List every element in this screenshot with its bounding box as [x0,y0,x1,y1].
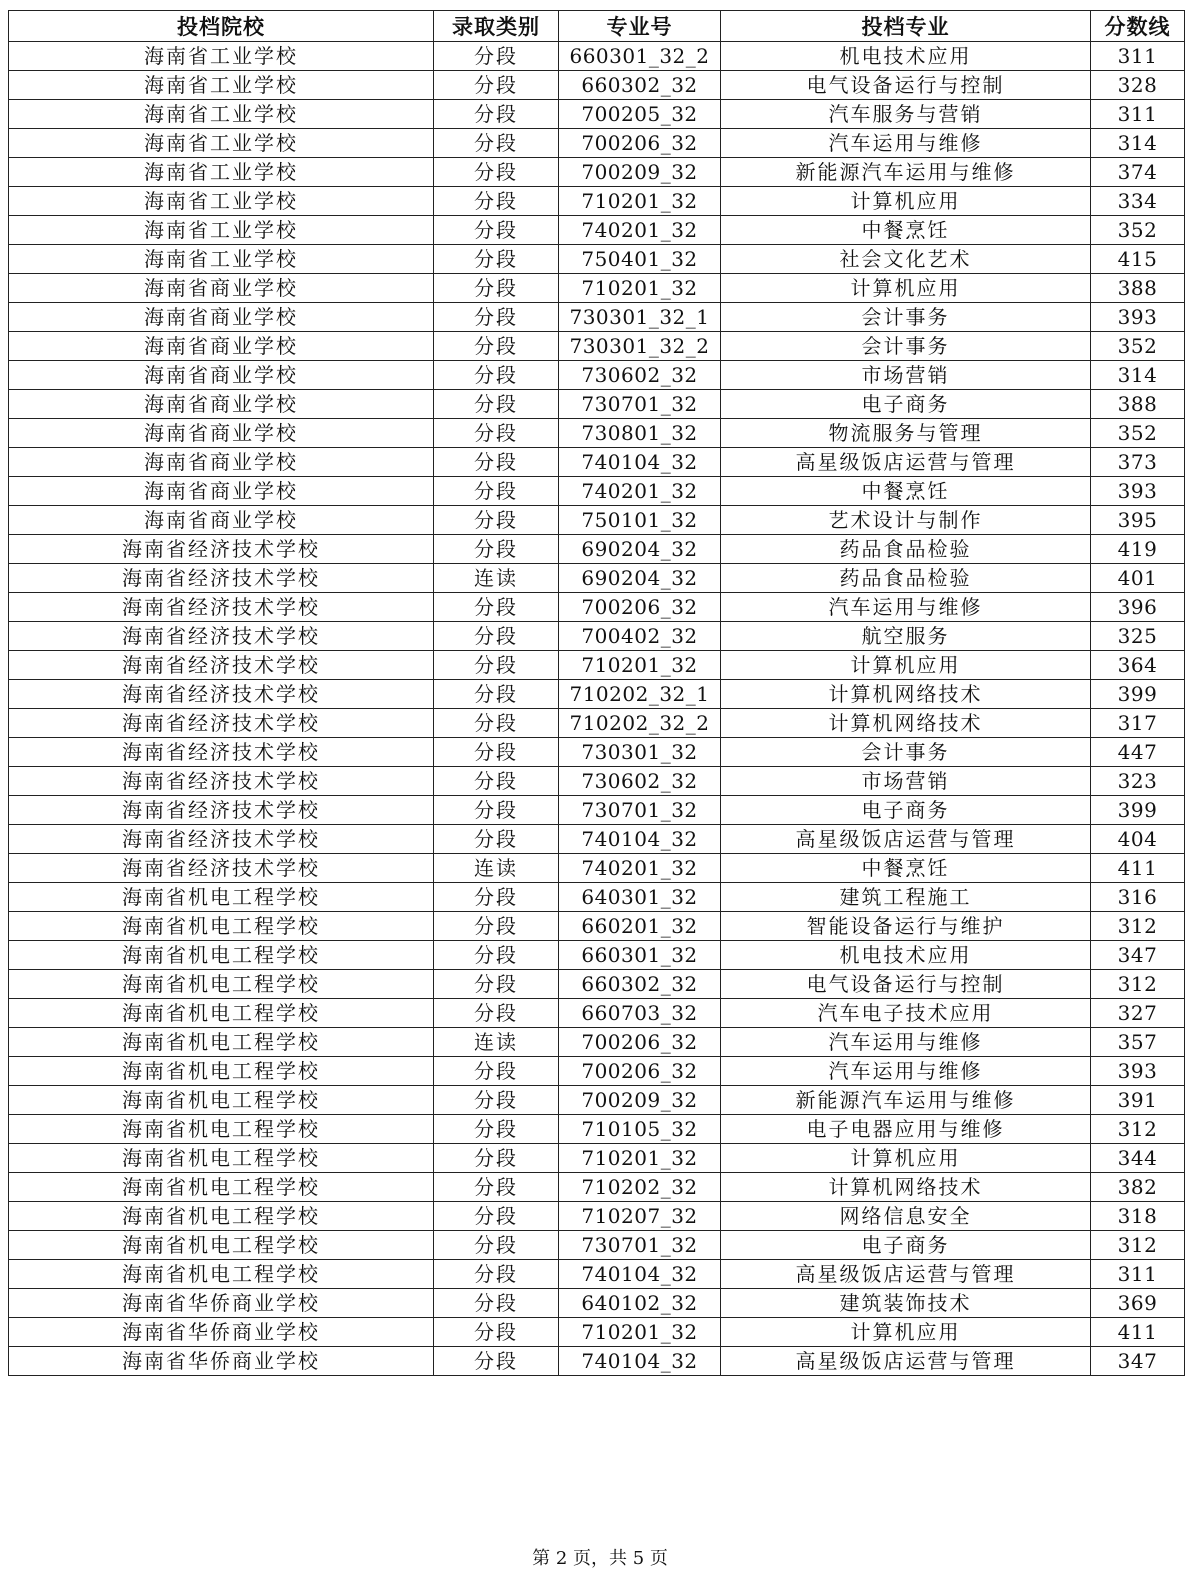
school-cell: 海南省工业学校 [9,245,434,274]
table-row [9,42,1185,71]
school-cell: 海南省华侨商业学校 [9,1318,434,1347]
admission-type-cell: 分段 [434,1057,559,1086]
major-code-cell: 740104_32 [559,448,721,477]
major-cell: 建筑装饰技术 [721,1289,1091,1318]
admission-type-cell: 分段 [434,1144,559,1173]
school-cell: 海南省机电工程学校 [9,970,434,999]
admission-type-cell: 分段 [434,970,559,999]
school-cell: 海南省商业学校 [9,448,434,477]
major-cell: 机电技术应用 [721,941,1091,970]
major-cell: 汽车电子技术应用 [721,999,1091,1028]
admission-type-cell: 分段 [434,1318,559,1347]
admission-type-cell: 分段 [434,187,559,216]
table-row [9,999,1185,1028]
admission-type-cell: 分段 [434,274,559,303]
admission-type-cell: 分段 [434,390,559,419]
score-cell: 447 [1091,738,1185,767]
admission-type-cell: 分段 [434,419,559,448]
score-cell: 399 [1091,680,1185,709]
school-cell: 海南省商业学校 [9,390,434,419]
score-cell: 323 [1091,767,1185,796]
school-cell: 海南省华侨商业学校 [9,1289,434,1318]
table-row [9,1057,1185,1086]
score-cell: 312 [1091,1231,1185,1260]
major-cell: 航空服务 [721,622,1091,651]
score-cell: 388 [1091,390,1185,419]
score-cell: 401 [1091,564,1185,593]
school-cell: 海南省经济技术学校 [9,767,434,796]
major-code-cell: 710202_32 [559,1173,721,1202]
admission-score-table-container [8,10,1184,1376]
score-cell: 325 [1091,622,1185,651]
major-cell: 电子电器应用与维修 [721,1115,1091,1144]
school-cell: 海南省工业学校 [9,158,434,187]
score-cell: 314 [1091,129,1185,158]
major-code-cell: 710201_32 [559,1144,721,1173]
admission-type-cell: 分段 [434,245,559,274]
school-cell: 海南省机电工程学校 [9,912,434,941]
header-score: 分数线 [1091,11,1185,42]
admission-type-cell: 分段 [434,1289,559,1318]
school-cell: 海南省机电工程学校 [9,1231,434,1260]
school-cell: 海南省机电工程学校 [9,1115,434,1144]
table-row [9,390,1185,419]
major-cell: 新能源汽车运用与维修 [721,158,1091,187]
table-row [9,767,1185,796]
major-cell: 计算机网络技术 [721,1173,1091,1202]
table-row [9,709,1185,738]
admission-type-cell: 分段 [434,680,559,709]
table-row [9,448,1185,477]
score-cell: 415 [1091,245,1185,274]
major-cell: 计算机应用 [721,1318,1091,1347]
major-cell: 网络信息安全 [721,1202,1091,1231]
school-cell: 海南省经济技术学校 [9,854,434,883]
admission-type-cell: 分段 [434,506,559,535]
score-cell: 317 [1091,709,1185,738]
major-cell: 新能源汽车运用与维修 [721,1086,1091,1115]
major-code-cell: 640102_32 [559,1289,721,1318]
table-header [9,11,1185,42]
admission-type-cell: 分段 [434,767,559,796]
major-cell: 电气设备运行与控制 [721,71,1091,100]
table-row [9,651,1185,680]
school-cell: 海南省商业学校 [9,361,434,390]
score-cell: 344 [1091,1144,1185,1173]
table-row [9,738,1185,767]
major-cell: 中餐烹饪 [721,216,1091,245]
score-cell: 312 [1091,970,1185,999]
major-code-cell: 730701_32 [559,1231,721,1260]
school-cell: 海南省机电工程学校 [9,1173,434,1202]
score-cell: 347 [1091,1347,1185,1376]
school-cell: 海南省经济技术学校 [9,796,434,825]
score-cell: 404 [1091,825,1185,854]
score-cell: 391 [1091,1086,1185,1115]
table-row [9,1231,1185,1260]
major-code-cell: 740201_32 [559,216,721,245]
school-cell: 海南省经济技术学校 [9,738,434,767]
school-cell: 海南省工业学校 [9,42,434,71]
admission-type-cell: 分段 [434,158,559,187]
school-cell: 海南省商业学校 [9,506,434,535]
table-row [9,1318,1185,1347]
school-cell: 海南省经济技术学校 [9,564,434,593]
table-row [9,1173,1185,1202]
table-row [9,419,1185,448]
admission-type-cell: 分段 [434,216,559,245]
major-code-cell: 710201_32 [559,274,721,303]
school-cell: 海南省机电工程学校 [9,999,434,1028]
major-code-cell: 660301_32_2 [559,42,721,71]
score-cell: 312 [1091,912,1185,941]
table-row [9,564,1185,593]
table-row [9,535,1185,564]
admission-type-cell: 连读 [434,854,559,883]
school-cell: 海南省经济技术学校 [9,593,434,622]
admission-type-cell: 分段 [434,332,559,361]
major-cell: 社会文化艺术 [721,245,1091,274]
table-row [9,593,1185,622]
school-cell: 海南省经济技术学校 [9,622,434,651]
table-body [9,42,1185,1376]
score-cell: 393 [1091,477,1185,506]
school-cell: 海南省机电工程学校 [9,1260,434,1289]
table-row [9,912,1185,941]
score-cell: 352 [1091,332,1185,361]
table-row [9,71,1185,100]
major-code-cell: 700209_32 [559,158,721,187]
table-row [9,1086,1185,1115]
table-row [9,332,1185,361]
admission-type-cell: 分段 [434,999,559,1028]
major-cell: 电子商务 [721,390,1091,419]
major-cell: 电气设备运行与控制 [721,970,1091,999]
major-code-cell: 730301_32_2 [559,332,721,361]
score-cell: 334 [1091,187,1185,216]
admission-type-cell: 分段 [434,100,559,129]
table-row [9,854,1185,883]
table-row [9,245,1185,274]
header-major-code: 专业号 [559,11,721,42]
admission-type-cell: 分段 [434,941,559,970]
major-code-cell: 730701_32 [559,390,721,419]
table-row [9,187,1185,216]
major-code-cell: 710202_32_2 [559,709,721,738]
major-code-cell: 740104_32 [559,825,721,854]
major-code-cell: 700206_32 [559,129,721,158]
major-code-cell: 700206_32 [559,593,721,622]
major-code-cell: 660703_32 [559,999,721,1028]
major-code-cell: 700209_32 [559,1086,721,1115]
major-cell: 电子商务 [721,1231,1091,1260]
admission-type-cell: 分段 [434,535,559,564]
admission-type-cell: 分段 [434,448,559,477]
major-cell: 市场营销 [721,361,1091,390]
school-cell: 海南省机电工程学校 [9,1144,434,1173]
score-cell: 374 [1091,158,1185,187]
major-code-cell: 660201_32 [559,912,721,941]
school-cell: 海南省机电工程学校 [9,1028,434,1057]
major-code-cell: 710201_32 [559,187,721,216]
major-cell: 建筑工程施工 [721,883,1091,912]
score-cell: 369 [1091,1289,1185,1318]
score-cell: 314 [1091,361,1185,390]
score-cell: 347 [1091,941,1185,970]
table-row [9,883,1185,912]
major-code-cell: 690204_32 [559,564,721,593]
score-cell: 393 [1091,1057,1185,1086]
score-cell: 352 [1091,419,1185,448]
table-row [9,506,1185,535]
major-code-cell: 740201_32 [559,477,721,506]
major-cell: 会计事务 [721,738,1091,767]
school-cell: 海南省工业学校 [9,129,434,158]
school-cell: 海南省商业学校 [9,332,434,361]
admission-type-cell: 分段 [434,42,559,71]
school-cell: 海南省商业学校 [9,477,434,506]
table-row [9,1202,1185,1231]
major-cell: 汽车运用与维修 [721,593,1091,622]
major-cell: 计算机应用 [721,274,1091,303]
major-cell: 汽车运用与维修 [721,1028,1091,1057]
table-row [9,1260,1185,1289]
admission-type-cell: 分段 [434,651,559,680]
score-cell: 419 [1091,535,1185,564]
score-cell: 318 [1091,1202,1185,1231]
school-cell: 海南省工业学校 [9,216,434,245]
score-cell: 393 [1091,303,1185,332]
admission-type-cell: 分段 [434,1231,559,1260]
major-code-cell: 690204_32 [559,535,721,564]
admission-score-table [8,10,1185,1376]
admission-type-cell: 分段 [434,912,559,941]
admission-type-cell: 分段 [434,622,559,651]
major-cell: 电子商务 [721,796,1091,825]
major-cell: 药品食品检验 [721,564,1091,593]
score-cell: 396 [1091,593,1185,622]
score-cell: 328 [1091,71,1185,100]
school-cell: 海南省经济技术学校 [9,709,434,738]
major-code-cell: 660302_32 [559,970,721,999]
major-code-cell: 700206_32 [559,1057,721,1086]
major-cell: 艺术设计与制作 [721,506,1091,535]
table-row [9,622,1185,651]
major-code-cell: 700402_32 [559,622,721,651]
table-row [9,1115,1185,1144]
admission-type-cell: 分段 [434,1173,559,1202]
school-cell: 海南省机电工程学校 [9,883,434,912]
table-row [9,970,1185,999]
major-cell: 物流服务与管理 [721,419,1091,448]
major-cell: 药品食品检验 [721,535,1091,564]
school-cell: 海南省经济技术学校 [9,535,434,564]
major-code-cell: 730602_32 [559,767,721,796]
score-cell: 382 [1091,1173,1185,1202]
school-cell: 海南省工业学校 [9,100,434,129]
admission-type-cell: 分段 [434,1260,559,1289]
score-cell: 411 [1091,854,1185,883]
admission-type-cell: 分段 [434,1202,559,1231]
major-cell: 机电技术应用 [721,42,1091,71]
major-cell: 中餐烹饪 [721,854,1091,883]
score-cell: 388 [1091,274,1185,303]
admission-type-cell: 分段 [434,361,559,390]
table-row [9,158,1185,187]
school-cell: 海南省华侨商业学校 [9,1347,434,1376]
major-code-cell: 660301_32 [559,941,721,970]
major-cell: 计算机网络技术 [721,709,1091,738]
major-code-cell: 740104_32 [559,1347,721,1376]
major-cell: 智能设备运行与维护 [721,912,1091,941]
score-cell: 395 [1091,506,1185,535]
major-cell: 高星级饭店运营与管理 [721,1347,1091,1376]
score-cell: 352 [1091,216,1185,245]
major-code-cell: 710105_32 [559,1115,721,1144]
major-code-cell: 730602_32 [559,361,721,390]
school-cell: 海南省经济技术学校 [9,825,434,854]
major-cell: 汽车服务与营销 [721,100,1091,129]
major-code-cell: 710207_32 [559,1202,721,1231]
school-cell: 海南省工业学校 [9,187,434,216]
table-row [9,216,1185,245]
major-code-cell: 730701_32 [559,796,721,825]
admission-type-cell: 连读 [434,1028,559,1057]
major-code-cell: 710201_32 [559,1318,721,1347]
table-row [9,274,1185,303]
table-row [9,825,1185,854]
score-cell: 411 [1091,1318,1185,1347]
school-cell: 海南省机电工程学校 [9,1057,434,1086]
school-cell: 海南省商业学校 [9,303,434,332]
table-row [9,1028,1185,1057]
school-cell: 海南省商业学校 [9,419,434,448]
major-code-cell: 730301_32 [559,738,721,767]
major-code-cell: 710201_32 [559,651,721,680]
major-code-cell: 640301_32 [559,883,721,912]
score-cell: 373 [1091,448,1185,477]
score-cell: 399 [1091,796,1185,825]
admission-type-cell: 分段 [434,1347,559,1376]
major-cell: 高星级饭店运营与管理 [721,1260,1091,1289]
major-cell: 汽车运用与维修 [721,1057,1091,1086]
major-cell: 中餐烹饪 [721,477,1091,506]
school-cell: 海南省机电工程学校 [9,941,434,970]
header-major: 投档专业 [721,11,1091,42]
admission-type-cell: 分段 [434,71,559,100]
school-cell: 海南省经济技术学校 [9,651,434,680]
major-code-cell: 710202_32_1 [559,680,721,709]
header-row [9,11,1185,42]
table-row [9,100,1185,129]
admission-type-cell: 分段 [434,593,559,622]
admission-type-cell: 分段 [434,477,559,506]
school-cell: 海南省工业学校 [9,71,434,100]
score-cell: 364 [1091,651,1185,680]
table-row [9,303,1185,332]
score-cell: 312 [1091,1115,1185,1144]
major-code-cell: 740201_32 [559,854,721,883]
score-cell: 311 [1091,100,1185,129]
table-row [9,477,1185,506]
score-cell: 311 [1091,1260,1185,1289]
page-number: 第 2 页，共 5 页 [532,1548,668,1569]
table-row [9,1144,1185,1173]
admission-type-cell: 分段 [434,796,559,825]
admission-type-cell: 分段 [434,1115,559,1144]
table-row [9,941,1185,970]
major-code-cell: 730301_32_1 [559,303,721,332]
school-cell: 海南省机电工程学校 [9,1086,434,1115]
score-cell: 311 [1091,42,1185,71]
major-code-cell: 660302_32 [559,71,721,100]
score-cell: 327 [1091,999,1185,1028]
admission-type-cell: 分段 [434,825,559,854]
admission-type-cell: 连读 [434,564,559,593]
table-row [9,796,1185,825]
admission-type-cell: 分段 [434,303,559,332]
score-cell: 316 [1091,883,1185,912]
admission-type-cell: 分段 [434,709,559,738]
admission-type-cell: 分段 [434,738,559,767]
major-code-cell: 750401_32 [559,245,721,274]
admission-type-cell: 分段 [434,129,559,158]
admission-type-cell: 分段 [434,883,559,912]
major-cell: 高星级饭店运营与管理 [721,448,1091,477]
school-cell: 海南省机电工程学校 [9,1202,434,1231]
major-cell: 会计事务 [721,303,1091,332]
major-cell: 高星级饭店运营与管理 [721,825,1091,854]
school-cell: 海南省商业学校 [9,274,434,303]
major-cell: 汽车运用与维修 [721,129,1091,158]
admission-type-cell: 分段 [434,1086,559,1115]
school-cell: 海南省经济技术学校 [9,680,434,709]
major-code-cell: 730801_32 [559,419,721,448]
table-row [9,129,1185,158]
major-code-cell: 700205_32 [559,100,721,129]
header-admission-type: 录取类别 [434,11,559,42]
major-cell: 计算机应用 [721,651,1091,680]
score-cell: 357 [1091,1028,1185,1057]
table-row [9,680,1185,709]
major-cell: 计算机应用 [721,1144,1091,1173]
table-row [9,1347,1185,1376]
major-code-cell: 740104_32 [559,1260,721,1289]
header-school: 投档院校 [9,11,434,42]
major-cell: 市场营销 [721,767,1091,796]
major-code-cell: 750101_32 [559,506,721,535]
major-code-cell: 700206_32 [559,1028,721,1057]
major-cell: 计算机网络技术 [721,680,1091,709]
major-cell: 会计事务 [721,332,1091,361]
table-row [9,361,1185,390]
table-row [9,1289,1185,1318]
major-cell: 计算机应用 [721,187,1091,216]
